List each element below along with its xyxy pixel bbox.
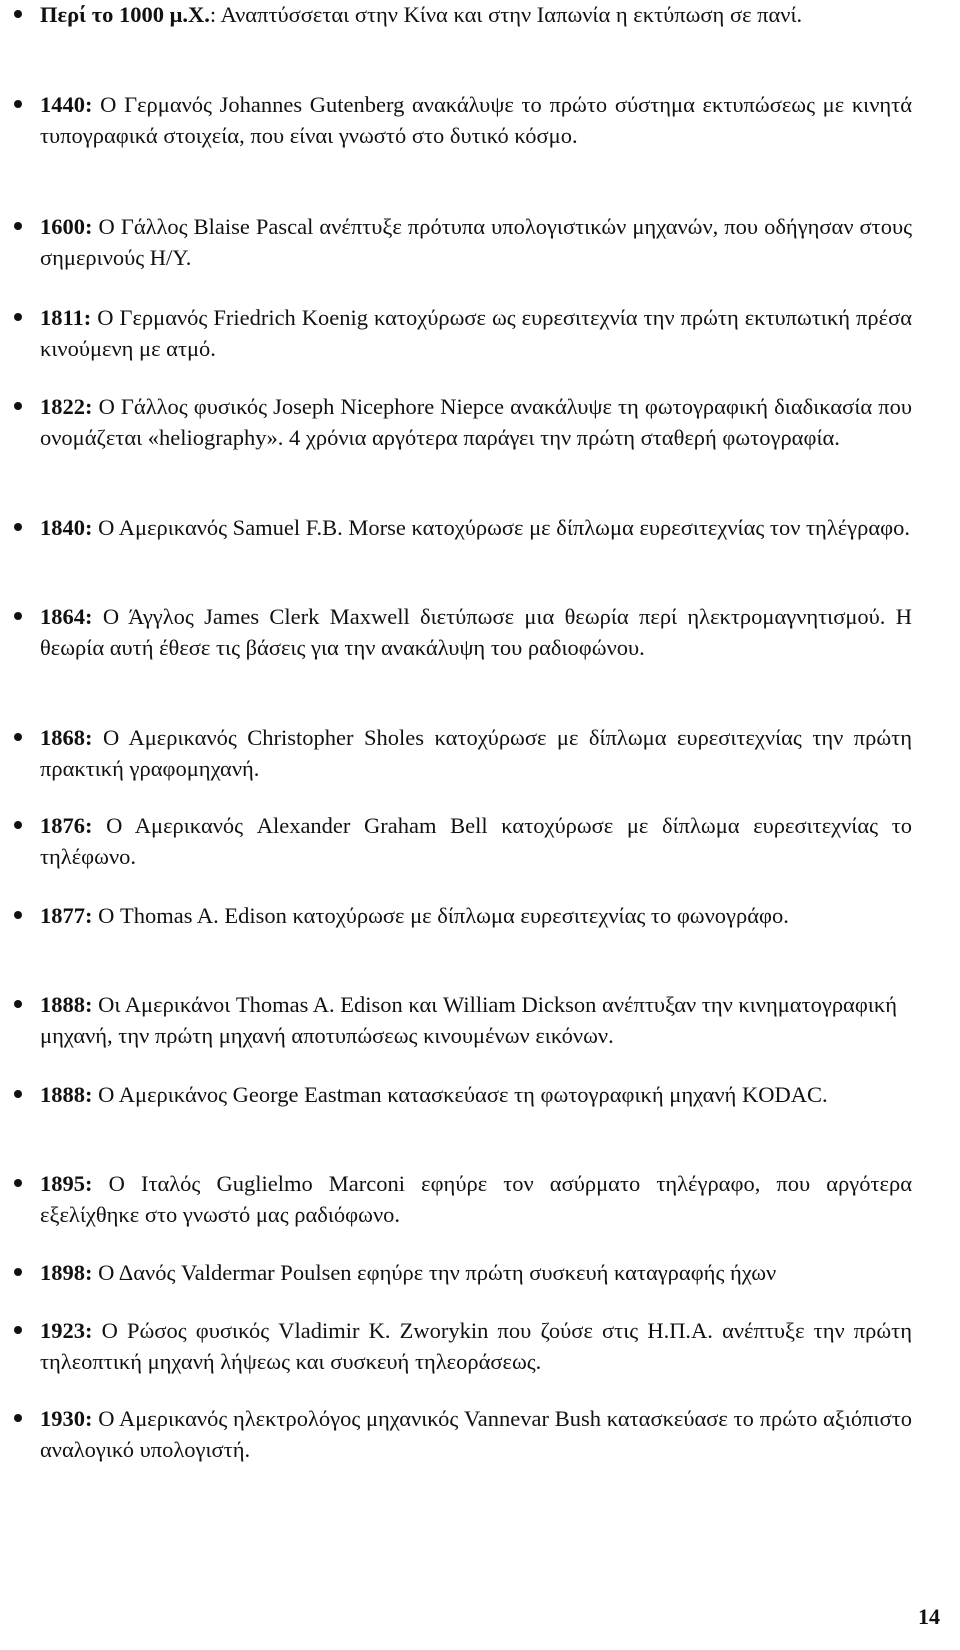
- bullet-icon: [14, 733, 22, 741]
- bullet-icon: [14, 1000, 22, 1008]
- bullet-icon: [14, 100, 22, 108]
- list-item: [40, 1403, 912, 1465]
- list-item: [40, 722, 912, 784]
- list-item: [40, 900, 912, 931]
- entry-text: Ο Γερμανός Friedrich Koenig κατοχύρωσε ως ευρεσιτεχνία την πρώτη εκτυπωτική πρέσα κινούμενη με ατμό.: [40, 305, 912, 361]
- entry-year: 1600:: [40, 214, 93, 239]
- bullet-icon: [14, 911, 22, 919]
- entry-text: Ο Γερμανός Johannes Gutenberg ανακάλυψε το πρώτο σύστημα εκτυπώσεως με κινητά τυπογραφικά στοιχεία, που είναι γνωστό στο δυτικό κόσμο.: [40, 92, 912, 148]
- entry-text: Ο Ρώσος φυσικός Vladimir K. Zworykin που ζούσε στις Η.Π.Α. ανέπτυξε την πρώτη τηλεοπτική μηχανή λήψεως και συσκευή τηλεοράσεως.: [40, 1318, 912, 1374]
- bullet-icon: [14, 821, 22, 829]
- entry-year: 1898:: [40, 1260, 93, 1285]
- list-item: [40, 302, 912, 364]
- list-item: [40, 89, 912, 151]
- bullet-icon: [14, 313, 22, 321]
- bullet-icon: [14, 10, 22, 18]
- list-item: [40, 391, 912, 453]
- entry-text: Οι Αμερικάνοι Thomas A. Edison και William Dickson ανέπτυξαν την κινηματογραφική μηχανή, την πρώτη μηχανή αποτυπώσεως κινουμένων εικόνων.: [40, 992, 897, 1048]
- bullet-icon: [14, 1414, 22, 1422]
- list-item: [40, 1315, 912, 1377]
- list-item: [40, 0, 912, 30]
- entry-year: 1888:: [40, 992, 93, 1017]
- entry-year: 1840:: [40, 515, 93, 540]
- entry-text: Ο Αμερικάνος George Eastman κατασκεύασε τη φωτογραφική μηχανή KODAC.: [92, 1082, 828, 1107]
- entry-year: 1864:: [40, 604, 93, 629]
- list-item: [40, 601, 912, 663]
- entry-year: Περί το 1000 μ.Χ.: [40, 2, 210, 27]
- entry-year: 1888:: [40, 1082, 93, 1107]
- entry-text: Αναπτύσσεται στην Κίνα και στην Ιαπωνία η εκτύπωση σε πανί.: [216, 2, 803, 27]
- list-item: [40, 211, 912, 273]
- entry-text: Ο Thomas A. Edison κατοχύρωσε με δίπλωμα ευρεσιτεχνίας το φωνογράφο.: [92, 903, 789, 928]
- entry-separator: :: [209, 2, 217, 27]
- entry-year: 1877:: [40, 903, 93, 928]
- entry-year: 1876:: [40, 813, 93, 838]
- list-item: [40, 810, 912, 872]
- entry-year: 1440:: [40, 92, 93, 117]
- page-number: 14: [918, 1604, 940, 1629]
- entry-year: 1822:: [40, 394, 93, 419]
- list-item: [40, 1079, 912, 1110]
- bullet-icon: [14, 1268, 22, 1276]
- list-item: [40, 1168, 912, 1230]
- bullet-icon: [14, 222, 22, 230]
- list-item: [40, 512, 912, 543]
- entry-text: Ο Άγγλος James Clerk Maxwell διετύπωσε μια θεωρία περί ηλεκτρομαγνητισμού. Η θεωρία αυτή έθεσε τις βάσεις για την ανακάλυψη του ραδιοφώνου.: [40, 604, 912, 660]
- entry-year: 1811:: [40, 305, 92, 330]
- entry-year: 1895:: [40, 1171, 93, 1196]
- entry-text: Ο Δανός Valdermar Poulsen εφηύρε την πρώτη συσκευή καταγραφής ήχων: [92, 1260, 777, 1285]
- entry-text: Ο Γάλλος Blaise Pascal ανέπτυξε πρότυπα υπολογιστικών μηχανών, που οδήγησαν στους σημερινούς Η/Υ.: [40, 214, 912, 270]
- entry-text: Ο Γάλλος φυσικός Joseph Nicephore Niepce ανακάλυψε τη φωτογραφική διαδικασία που ονομάζεται «heliography». 4 χρόνια αργότερα παράγει την πρώτη σταθερή φωτογραφία.: [40, 394, 912, 450]
- bullet-icon: [14, 1326, 22, 1334]
- list-item: [40, 989, 912, 1051]
- list-item: [40, 1257, 912, 1288]
- bullet-icon: [14, 1090, 22, 1098]
- entry-year: 1930:: [40, 1406, 93, 1431]
- bullet-icon: [14, 402, 22, 410]
- bullet-icon: [14, 612, 22, 620]
- entry-text: Ο Αμερικανός Alexander Graham Bell κατοχύρωσε με δίπλωμα ευρεσιτεχνίας το τηλέφωνο.: [40, 813, 912, 869]
- bullet-icon: [14, 523, 22, 531]
- entry-text: Ο Αμερικανός ηλεκτρολόγος μηχανικός Vannevar Bush κατασκεύασε το πρώτο αξιόπιστο αναλογικό υπολογιστή.: [40, 1406, 912, 1462]
- entry-year: 1923:: [40, 1318, 93, 1343]
- entry-text: Ο Αμερικανός Samuel F.B. Morse κατοχύρωσε με δίπλωμα ευρεσιτεχνίας τον τηλέγραφο.: [92, 515, 910, 540]
- entry-text: Ο Ιταλός Guglielmo Marconi εφηύρε τον ασύρματο τηλέγραφο, που αργότερα εξελίχθηκε στο γνωστό μας ραδιόφωνο.: [40, 1171, 912, 1227]
- entry-text: Ο Αμερικανός Christopher Sholes κατοχύρωσε με δίπλωμα ευρεσιτεχνίας την πρώτη πρακτική γραφομηχανή.: [40, 725, 912, 781]
- bullet-icon: [14, 1179, 22, 1187]
- entry-year: 1868:: [40, 725, 93, 750]
